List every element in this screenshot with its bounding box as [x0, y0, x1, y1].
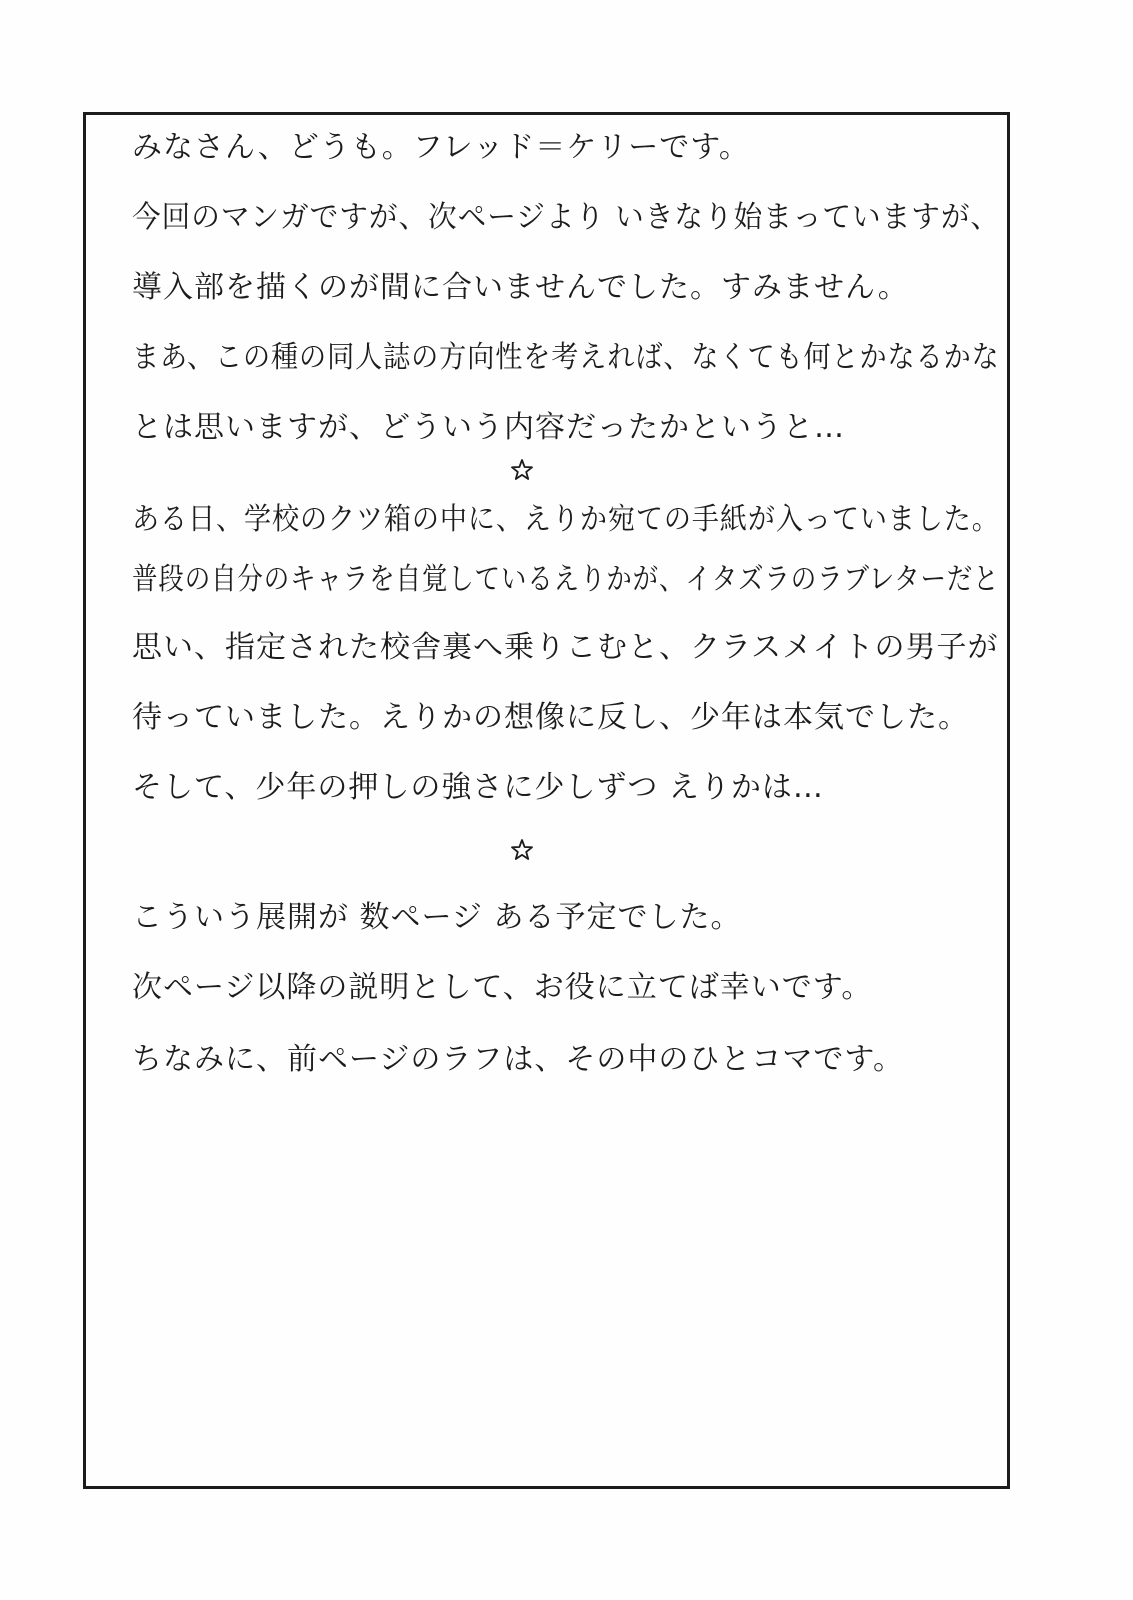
text-line-intro-2: 導入部を描くのが間に合いませんでした。すみません。 [132, 270, 909, 305]
star-icon [510, 458, 534, 482]
text-line-intro-3: まあ、この種の同人誌の方向性を考えれば、なくても何とかなるかな [132, 340, 1000, 375]
star-icon [510, 838, 534, 862]
text-line-story-4: 待っていました。えりかの想像に反し、少年は本気でした。 [132, 700, 969, 735]
text-line-story-5: そして、少年の押しの強さに少しずつ えりかは… [132, 770, 824, 805]
text-line-closing-2: 次ページ以降の説明として、お役に立てば幸いです。 [132, 970, 873, 1005]
text-line-closing-1: こういう展開が 数ページ ある予定でした。 [132, 900, 742, 935]
text-line-intro-1: 今回のマンガですが、次ページより いきなり始まっていますが、 [132, 200, 1001, 235]
text-line-intro-4: とは思いますが、どういう内容だったかというと… [132, 410, 845, 445]
text-line-story-1: ある日、学校のクツ箱の中に、えりか宛ての手紙が入っていました。 [132, 502, 1000, 537]
text-line-closing-3: ちなみに、前ページのラフは、その中のひとコマです。 [132, 1042, 904, 1077]
text-line-greeting: みなさん、どうも。フレッド＝ケリーです。 [132, 130, 750, 165]
text-line-story-3: 思い、指定された校舎裏へ乗りこむと、クラスメイトの男子が [132, 630, 999, 665]
text-line-story-2: 普段の自分のキャラを自覚しているえりかが、イタズラのラブレターだと [132, 562, 1000, 597]
